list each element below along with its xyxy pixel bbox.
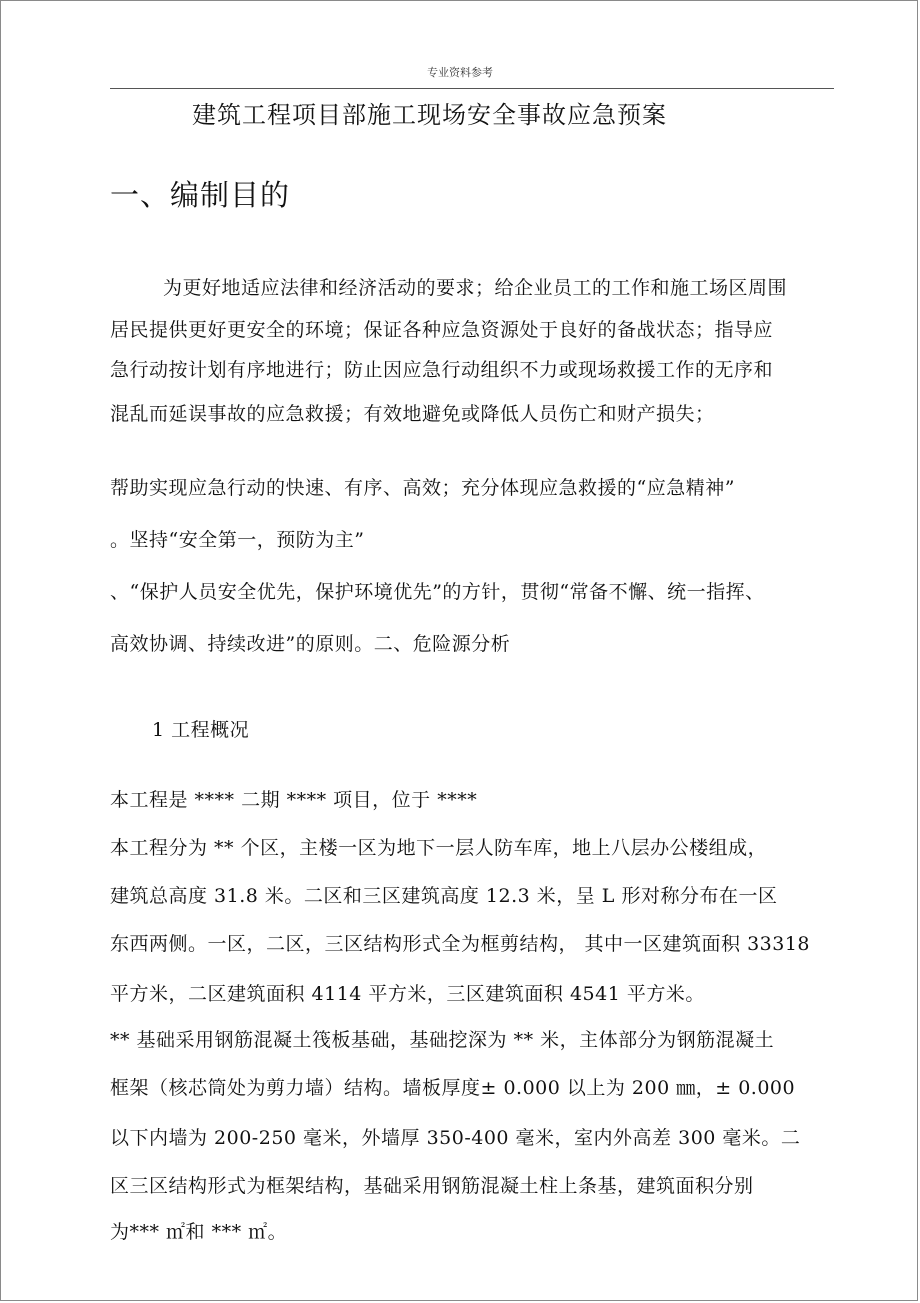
page-header-label: 专业资料参考	[427, 66, 493, 79]
paragraph-line: 框架（核芯筒处为剪力墙）结构。墙板厚度± 0.000 以上为 200 ㎜，± 0.000	[110, 1077, 796, 1099]
paragraph-line: 急行动按计划有序地进行；防止因应急行动组织不力或现场救援工作的无序和	[110, 359, 774, 381]
paragraph-line: 为*** ㎡和 *** ㎡。	[110, 1221, 288, 1243]
paragraph-line: 、“保护人员安全优先，保护环境优先”的方针，贯彻“常备不懈、统一指挥、	[110, 581, 765, 603]
section-heading: 一、编制目的	[110, 178, 291, 212]
paragraph-line: 。坚持“安全第一，预防为主”	[110, 529, 365, 551]
paragraph-line: 本工程分为 ** 个区，主楼一区为地下一层人防车库，地上八层办公楼组成，	[110, 837, 768, 859]
document-title: 建筑工程项目部施工现场安全事故应急预案	[192, 101, 667, 129]
paragraph-line: 建筑总高度 31.8 米。二区和三区建筑高度 12.3 米，呈 L 形对称分布在一区	[110, 885, 778, 907]
paragraph-line: 本工程是 **** 二期 **** 项目，位于 ****	[110, 789, 478, 811]
header-divider	[110, 88, 834, 89]
paragraph-line: 居民提供更好更安全的环境；保证各种应急资源处于良好的备战状态；指导应	[110, 319, 774, 341]
paragraph-line: 帮助实现应急行动的快速、有序、高效；充分体现应急救援的“应急精神”	[110, 477, 735, 499]
paragraph-line: 高效协调、持续改进”的原则。二、危险源分析	[110, 633, 511, 655]
paragraph-line: 为更好地适应法律和经济活动的要求；给企业员工的工作和施工场区周围	[163, 277, 788, 299]
paragraph-line: 混乱而延误事故的应急救援；有效地避免或降低人员伤亡和财产损失；	[110, 403, 715, 425]
paragraph-line: ** 基础采用钢筋混凝土筏板基础，基础挖深为 ** 米，主体部分为钢筋混凝土	[110, 1029, 775, 1051]
paragraph-line: 东西两侧。一区，二区，三区结构形式全为框剪结构， 其中一区建筑面积 33318	[110, 933, 811, 955]
paragraph-line: 区三区结构形式为框架结构，基础采用钢筋混凝土柱上条基，建筑面积分别	[110, 1175, 754, 1197]
subsection-title: 1 工程概况	[152, 719, 250, 741]
paragraph-line: 平方米，二区建筑面积 4114 平方米，三区建筑面积 4541 平方米。	[110, 983, 705, 1005]
paragraph-line: 以下内墙为 200-250 毫米，外墙厚 350-400 毫米，室内外高差 300 毫米。二	[110, 1127, 801, 1149]
